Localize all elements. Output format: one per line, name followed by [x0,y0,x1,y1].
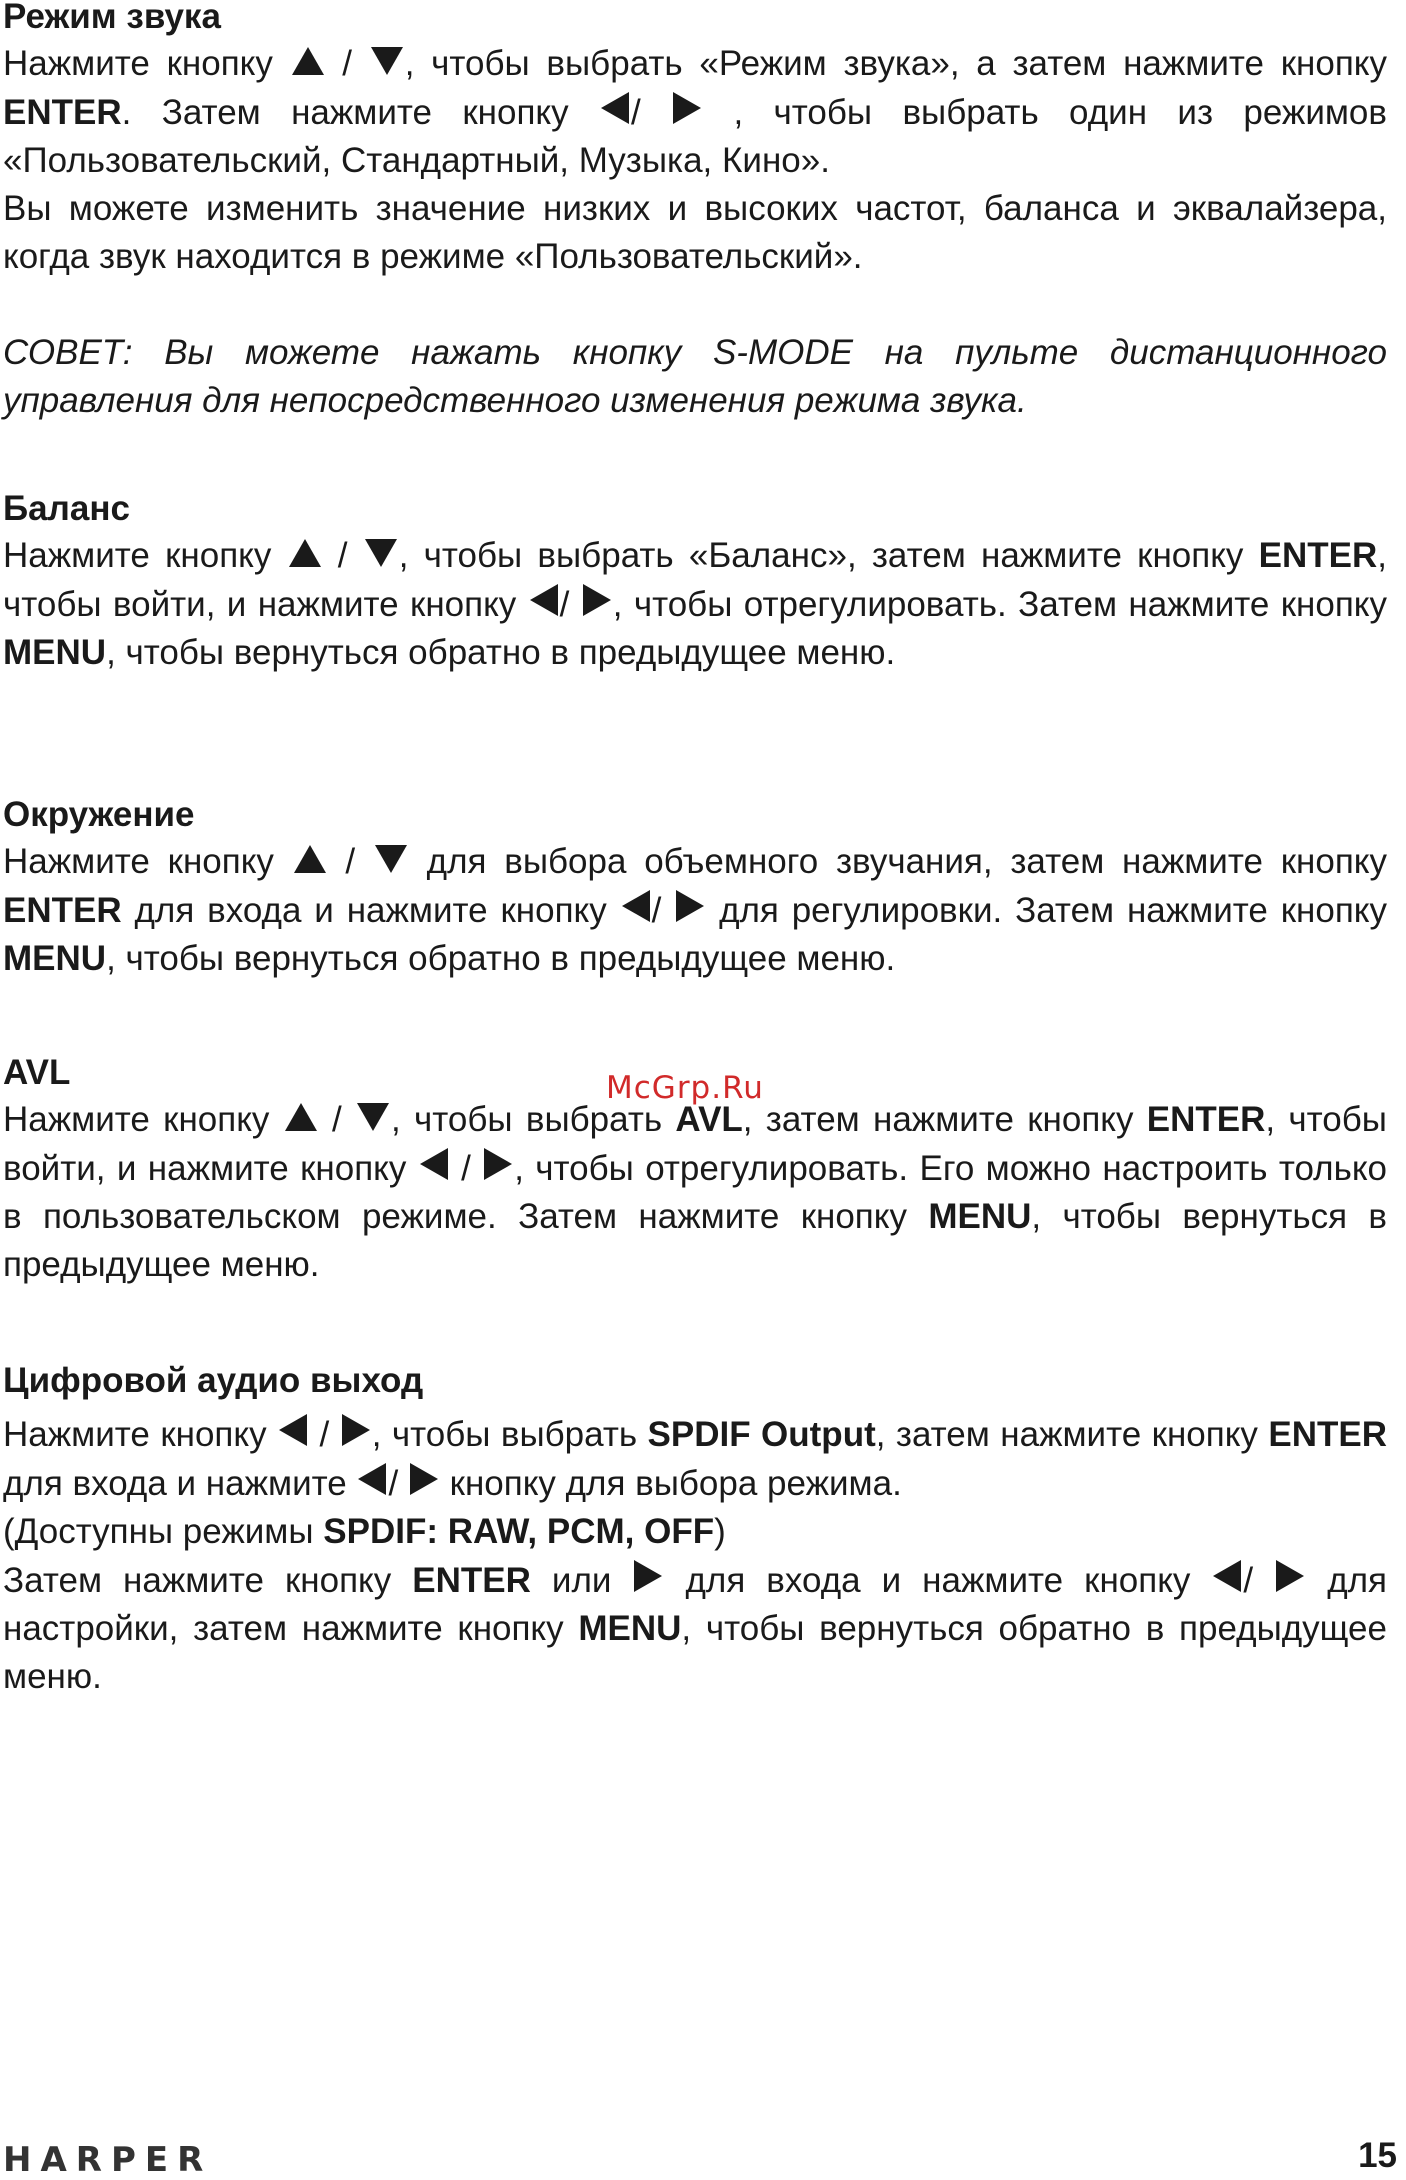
up-triangle-icon [290,45,326,77]
right-triangle-icon [340,1412,372,1448]
paragraph: Нажмите кнопку / , чтобы выбрать SPDIF Output, затем нажмите кнопку ENTER для входа и нажмите / кнопку для выбора режима. [3,1410,1387,1508]
section-heading: Баланс [3,489,130,528]
section-heading: Режим звука [3,0,221,36]
right-triangle-icon [408,1461,440,1497]
left-triangle-icon [418,1146,450,1182]
right-triangle-icon [671,90,703,126]
left-triangle-icon [356,1461,388,1497]
down-triangle-icon [363,537,399,569]
right-triangle-icon [581,582,613,618]
section-heading: Окружение [3,795,195,834]
left-triangle-icon [1211,1558,1243,1594]
down-triangle-icon [369,45,405,77]
up-triangle-icon [283,1101,319,1133]
paragraph: Нажмите кнопку / , чтобы выбрать AVL, затем нажмите кнопку ENTER, чтобы войти, и нажмите кнопку / , чтобы отрегулировать. Его можно настроить только в пользовательском режиме. Затем нажмите кнопку MENU, чтобы вернуться в предыдущее меню. [3,1100,1387,1284]
brand-logo: HARPER [3,2140,213,2180]
paragraph: Нажмите кнопку / для выбора объемного звучания, затем нажмите кнопку ENTER для входа и нажмите кнопку / для регулировки. Затем нажмите кнопку MENU, чтобы вернуться обратно в предыдущее меню. [3,842,1387,978]
left-triangle-icon [599,90,631,126]
section-heading: Цифровой аудио выход [3,1361,424,1400]
right-triangle-icon [482,1146,514,1182]
section-heading: AVL [3,1053,71,1092]
left-triangle-icon [277,1412,309,1448]
down-triangle-icon [373,843,409,875]
down-triangle-icon [355,1101,391,1133]
left-triangle-icon [528,582,560,618]
surround-section [3,792,1387,983]
page-number: 15 [1358,2136,1397,2175]
right-triangle-icon [674,888,706,924]
paragraph: (Доступны режимы SPDIF: RAW, PCM, OFF) [3,1512,726,1551]
balance-section [3,486,1387,677]
up-triangle-icon [287,537,323,569]
up-triangle-icon [292,843,328,875]
tip-text: СОВЕТ: Вы можете нажать кнопку S-MODE на пульте дистанционного управления для непосредственного изменения режима звука. [3,333,1387,420]
left-triangle-icon [620,888,652,924]
digital-audio-out-section [3,1358,1387,1701]
right-triangle-icon [1274,1558,1306,1594]
paragraph: Затем нажмите кнопку ENTER или для входа и нажмите кнопку / для настройки, затем нажмите кнопку MENU, чтобы вернуться обратно в предыдущее меню. [3,1556,1387,1701]
paragraph: Вы можете изменить значение низких и высоких частот, баланса и эквалайзера, когда звук находится в режиме «Пользовательский». [3,189,1387,276]
watermark: McGrp.Ru [606,1070,764,1106]
paragraph: Нажмите кнопку / , чтобы выбрать «Баланс», затем нажмите кнопку ENTER, чтобы войти, и нажмите кнопку / , чтобы отрегулировать. Затем нажмите кнопку MENU, чтобы вернуться обратно в предыдущее меню. [3,536,1387,672]
right-triangle-icon [632,1558,664,1594]
sound-mode-section [3,0,1387,425]
paragraph: Нажмите кнопку / , чтобы выбрать «Режим звука», а затем нажмите кнопку ENTER. Затем нажмите кнопку / , чтобы выбрать один из режимов «Пользовательский, Стандартный, Музыка, Кино». [3,44,1387,180]
